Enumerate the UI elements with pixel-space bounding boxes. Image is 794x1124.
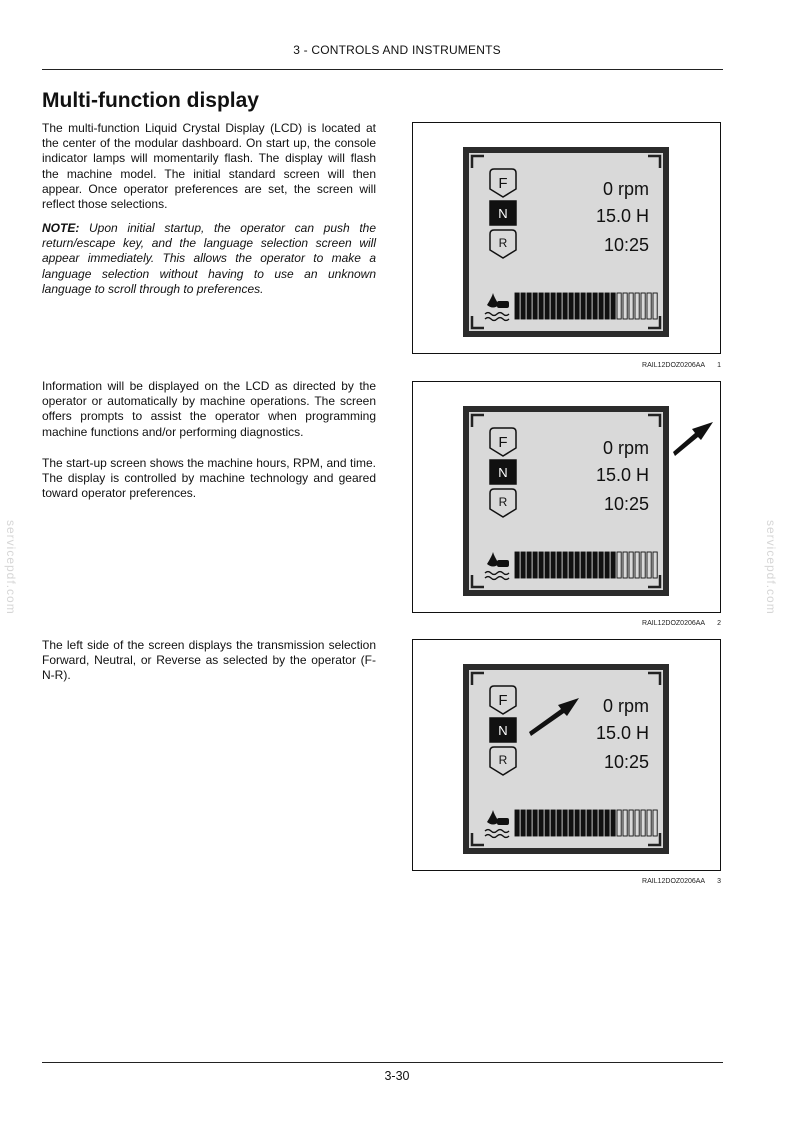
note-text: Upon initial startup, the operator can push the return/escape key, and the language selection screen will appear immediately. This allows the operator to make a language selection without having to use an unknown language to scroll through to preferences.: [42, 221, 376, 296]
time-readout: 10:25: [603, 752, 649, 772]
fuel-bar-segment: [593, 552, 597, 578]
fuel-bar-segment: [515, 293, 519, 319]
gear-forward-label: F: [498, 692, 508, 709]
figure-1-caption: [412, 362, 721, 369]
time-readout: 10:25: [603, 494, 649, 514]
header-rule: [42, 69, 723, 70]
hours-readout: 15.0 H: [595, 723, 649, 743]
rpm-readout: 0 rpm: [602, 179, 649, 199]
fuel-bar-segment: [569, 293, 573, 319]
hours-readout: 15.0 H: [595, 465, 649, 485]
page-number: 3-30: [384, 1069, 410, 1083]
fuel-bar-segment: [587, 293, 591, 319]
fuel-bar-segment: [551, 293, 555, 319]
fuel-bar-segment: [527, 293, 531, 319]
watermark-left: servicepdf.com: [4, 520, 18, 615]
section-title: Multi-function display: [42, 89, 259, 112]
note-paragraph: [42, 221, 376, 297]
fuel-bar-segment: [581, 810, 585, 836]
fuel-bar-segment: [539, 810, 543, 836]
fuel-bar-segment: [611, 552, 615, 578]
fuel-bar-segment: [599, 293, 603, 319]
paragraph-intro: The multi-function Liquid Crystal Display (LCD) is located at the center of the modular dashboard. On start up, the console indicator lamps will momentarily flash. The display will flash the machine model. The initial standard screen will then appear. Once operator preferences are set, the screen will reflect those selections.: [42, 121, 376, 212]
fuel-bar-segment: [527, 552, 531, 578]
gear-forward-label: F: [498, 434, 508, 451]
figure-2-number: 2: [717, 620, 721, 627]
fuel-bar-segment: [521, 552, 525, 578]
fuel-bar-segment: [563, 810, 567, 836]
paragraph-information: Information will be displayed on the LCD as directed by the operator or automatically by machine operations. The screen offers prompts to assist the operator when programming machine functions and/or performing diagnostics.: [42, 379, 376, 439]
fuel-bar-segment: [581, 552, 585, 578]
fuel-bar-segment: [533, 552, 537, 578]
fuel-bar-segment: [581, 293, 585, 319]
fuel-bar-segment: [545, 810, 549, 836]
watermark-right: servicepdf.com: [764, 520, 778, 615]
figure-3: [412, 639, 721, 871]
figure-2-caption: [412, 620, 721, 627]
fuel-bar-segment: [593, 293, 597, 319]
gear-reverse-label: R: [498, 495, 508, 509]
fuel-bar-segment: [563, 552, 567, 578]
figure-3-number: 3: [717, 878, 721, 885]
pointer-arrow-rpm: [673, 422, 713, 456]
gear-reverse-label: R: [498, 236, 508, 250]
lcd-illustration-2: [413, 382, 722, 614]
fuel-bar-segment: [533, 810, 537, 836]
page-header-section: 3 - CONTROLS AND INSTRUMENTS: [293, 43, 501, 57]
fuel-bar-segment: [605, 552, 609, 578]
figure-3-caption: [412, 878, 721, 885]
fuel-bar-segment: [539, 552, 543, 578]
rpm-readout: 0 rpm: [602, 696, 649, 716]
hours-readout: 15.0 H: [595, 206, 649, 226]
footer-rule: [42, 1062, 723, 1063]
lcd-illustration-1: [413, 123, 722, 355]
fuel-bar-segment: [563, 293, 567, 319]
rpm-readout: 0 rpm: [602, 438, 649, 458]
fuel-bar-segment: [551, 552, 555, 578]
fuel-bar-segment: [605, 810, 609, 836]
fuel-bar-segment: [605, 293, 609, 319]
gear-neutral-label: N: [498, 206, 508, 221]
fuel-bar-segment: [557, 810, 561, 836]
fuel-bar-segment: [575, 293, 579, 319]
fuel-bar-segment: [593, 810, 597, 836]
fuel-bar-segment: [575, 552, 579, 578]
paragraph-startup-screen: The start-up screen shows the machine hours, RPM, and time. The display is controlled by machine technology and geared toward operator preferences.: [42, 456, 376, 501]
fuel-bar-segment: [599, 552, 603, 578]
figure-2: [412, 381, 721, 613]
fuel-bar-segment: [539, 293, 543, 319]
fuel-bar-segment: [551, 810, 555, 836]
fuel-bar-segment: [611, 810, 615, 836]
fuel-bar-segment: [527, 810, 531, 836]
note-label: NOTE:: [42, 221, 80, 235]
figure-2-code: RAIL12DOZ0206AA: [642, 620, 706, 627]
fuel-bar-segment: [515, 810, 519, 836]
fuel-bar-segment: [569, 552, 573, 578]
gear-neutral-label: N: [498, 465, 508, 480]
fuel-bar-segment: [569, 810, 573, 836]
figure-1-number: 1: [717, 362, 721, 369]
fuel-bar-segment: [557, 293, 561, 319]
fuel-bar-segment: [587, 810, 591, 836]
figure-1-code: RAIL12DOZ0206AA: [642, 362, 706, 369]
gear-reverse-label: R: [498, 753, 508, 767]
gear-neutral-label: N: [498, 723, 508, 738]
fuel-bar-segment: [575, 810, 579, 836]
paragraph-transmission: The left side of the screen displays the transmission selection Forward, Neutral, or Reverse as selected by the operator (F-N-R).: [42, 638, 376, 683]
fuel-bar-segment: [611, 293, 615, 319]
fuel-bar-segment: [533, 293, 537, 319]
fuel-bar-segment: [587, 552, 591, 578]
fuel-bar-segment: [545, 293, 549, 319]
fuel-bar-segment: [545, 552, 549, 578]
fuel-bar-segment: [557, 552, 561, 578]
figure-3-code: RAIL12DOZ0206AA: [642, 878, 706, 885]
fuel-bar-segment: [521, 293, 525, 319]
figure-1: [412, 122, 721, 354]
time-readout: 10:25: [603, 235, 649, 255]
fuel-bar-segment: [515, 552, 519, 578]
fuel-bar-segment: [599, 810, 603, 836]
gear-forward-label: F: [498, 175, 508, 192]
lcd-illustration-3: [413, 640, 722, 872]
fuel-bar-segment: [521, 810, 525, 836]
